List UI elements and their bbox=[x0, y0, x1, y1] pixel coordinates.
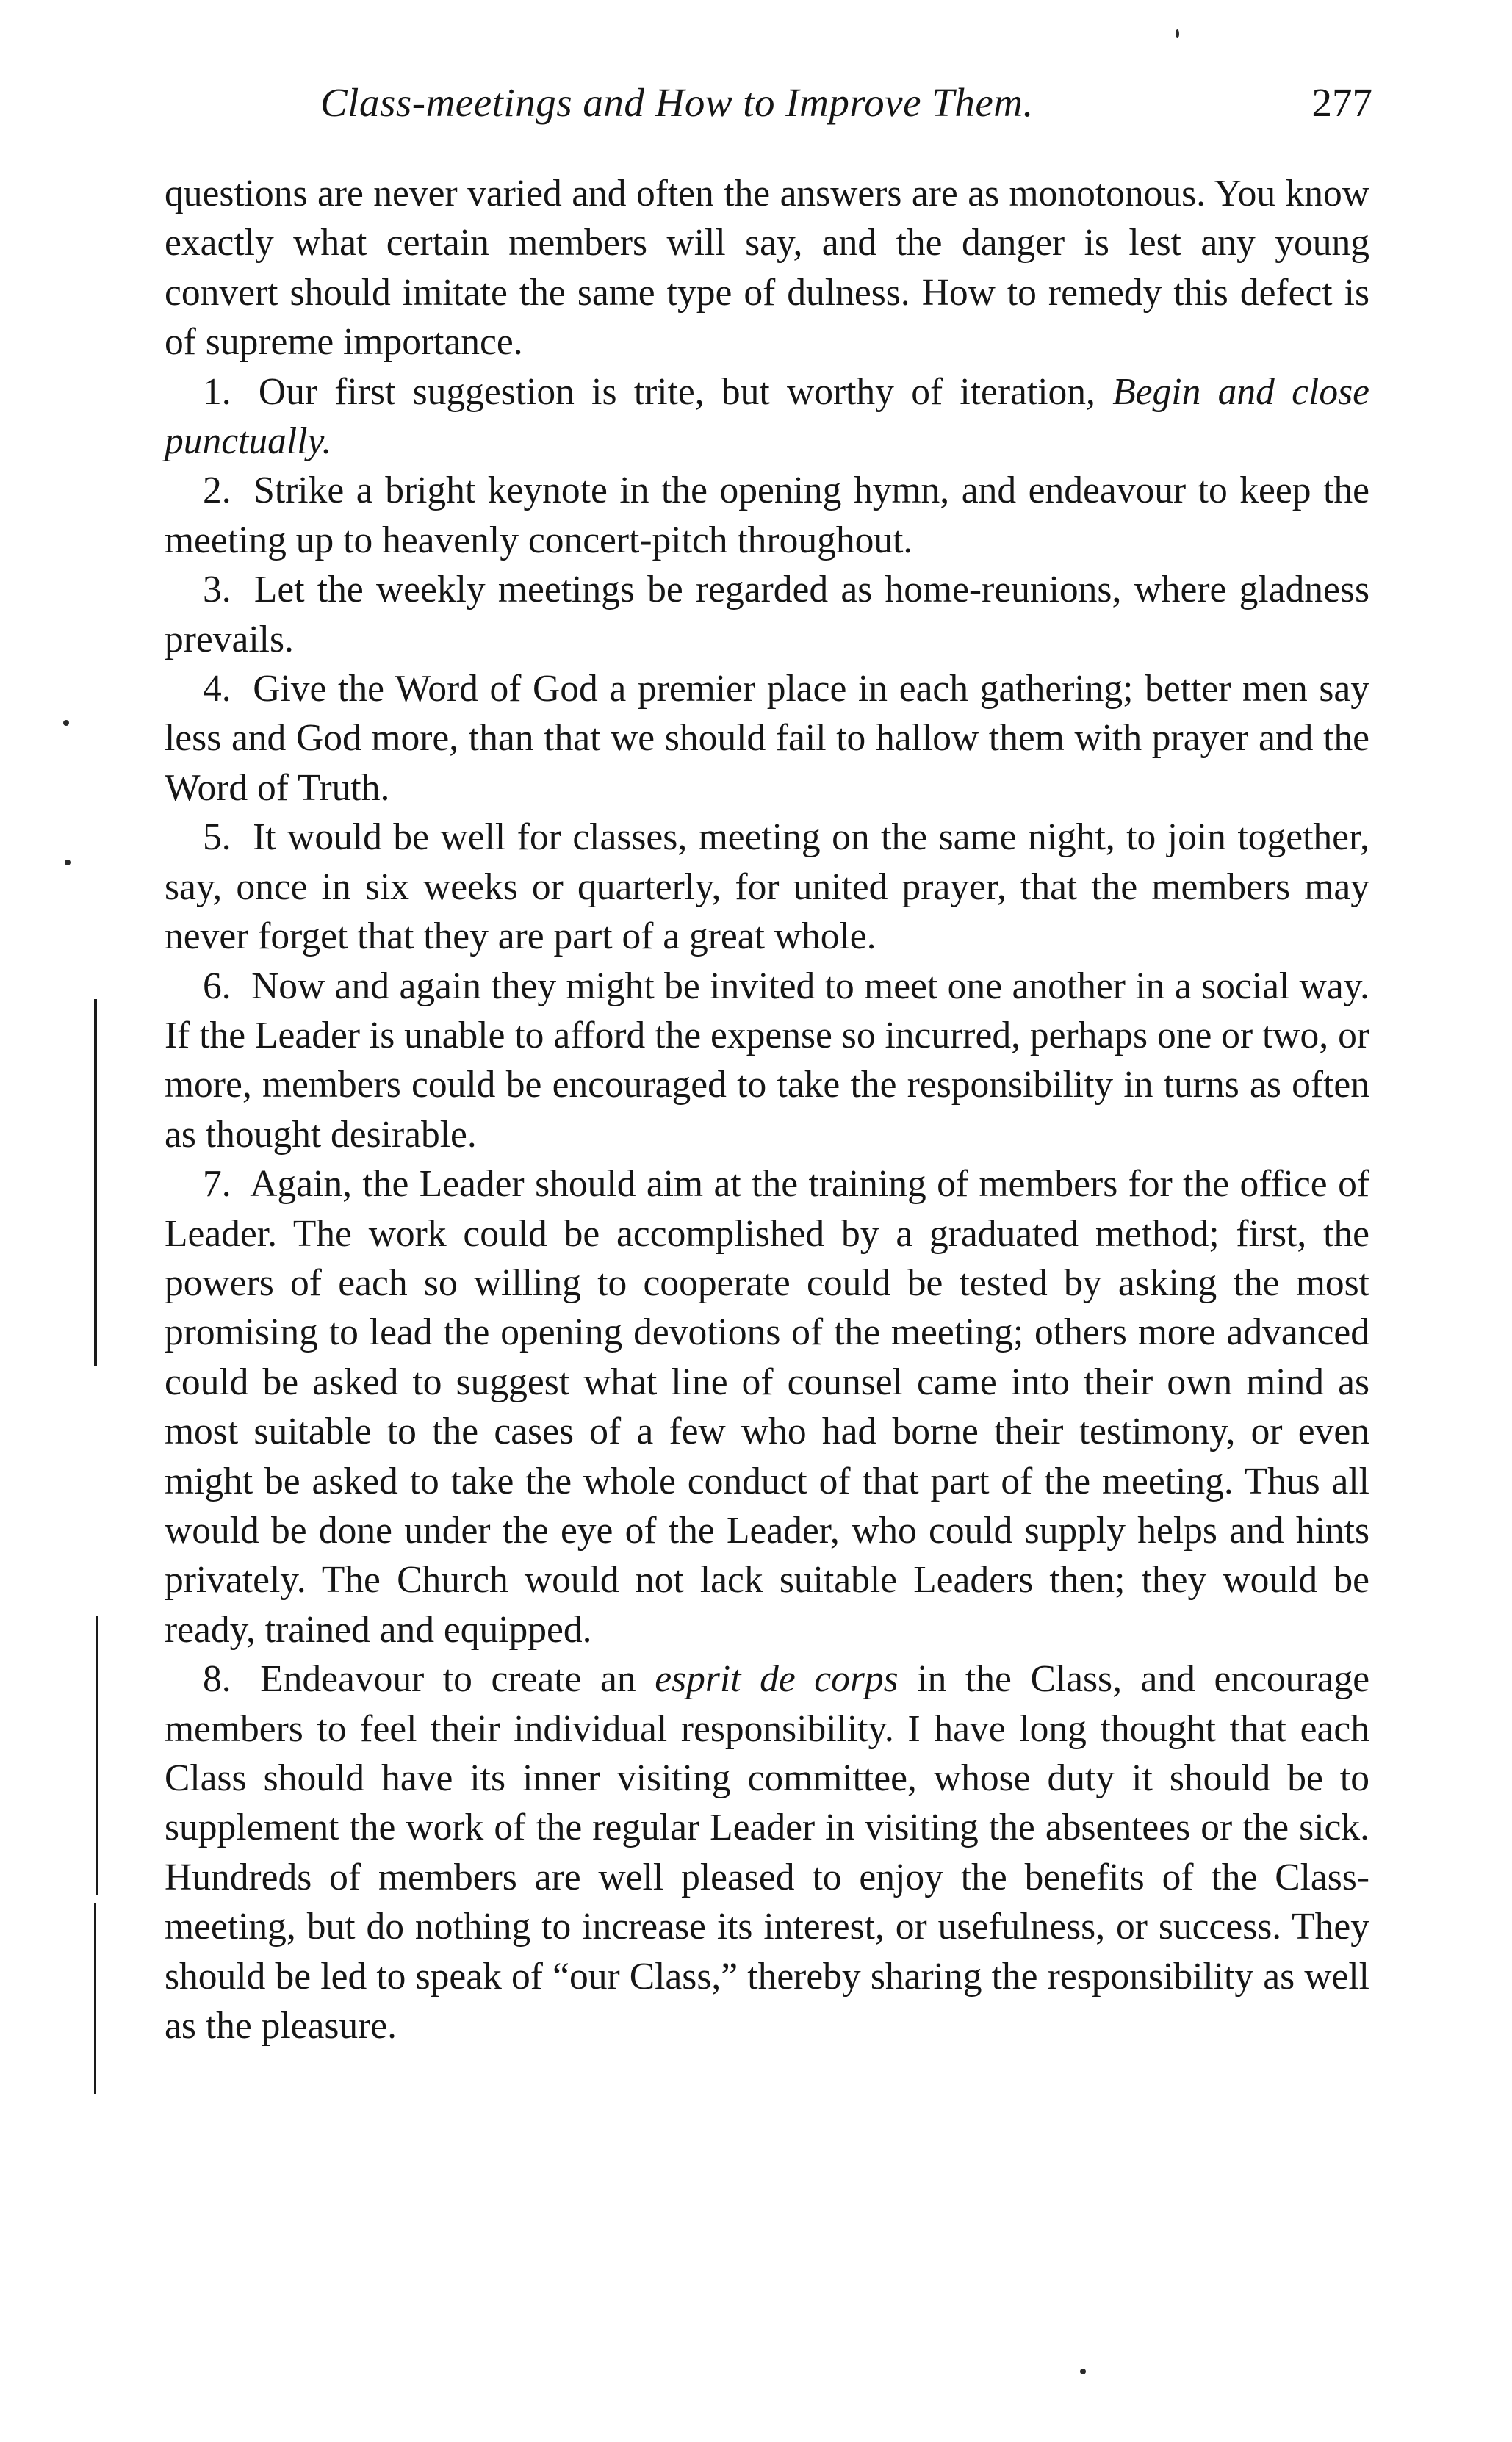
item-number: 7. bbox=[203, 1163, 231, 1206]
body-text bbox=[165, 169, 1369, 2050]
item-number: 6. bbox=[203, 965, 231, 1007]
item-number: 5. bbox=[203, 816, 231, 859]
margin-speck bbox=[63, 720, 69, 726]
page-number: 277 bbox=[1311, 80, 1372, 125]
margin-speck bbox=[1080, 2369, 1086, 2374]
list-item-8 bbox=[165, 1654, 1369, 2050]
list-item-2 bbox=[165, 466, 1369, 565]
item-text: Again, the Leader should aim at the training of members for the office of Leader. The work could be accomplished by a graduated method; first, the powers of each so willing to cooperate could be tested by asking the most promising to lead the opening devotions of the meeting; others more advanced could be asked to suggest what line of counsel came into their own mind as most suitable to the cases of a few who had borne their testimony, or even might be asked to take the whole conduct of that part of the meeting. Thus all would be done under the eye of the Leader, who could supply helps and hints privately. The Church would not lack suitable Leaders then; they would be ready, trained and equipped. bbox=[165, 1163, 1369, 1651]
list-item-7 bbox=[165, 1159, 1369, 1654]
list-item-6 bbox=[165, 962, 1369, 1160]
margin-speck bbox=[65, 860, 71, 865]
item-text: Let the weekly meetings be regarded as home-reunions, where gladness prevails. bbox=[165, 569, 1369, 660]
item-text: Strike a bright keynote in the opening hymn, and endeavour to keep the meeting up to heavenly concert-pitch throughout. bbox=[165, 469, 1370, 561]
item-emphasis: esprit de corps bbox=[655, 1658, 899, 1701]
item-text-lead: Endeavour to create an bbox=[260, 1658, 636, 1701]
paragraph-intro bbox=[165, 169, 1369, 367]
margin-pencil-mark bbox=[96, 1616, 98, 1895]
item-number: 4. bbox=[203, 668, 231, 710]
running-title: Class-meetings and How to Improve Them. bbox=[320, 80, 1034, 125]
item-text: Our first suggestion is trite, but worthy of iteration, bbox=[258, 370, 1095, 413]
item-text: Now and again they might be invited to meet one another in a social way. If the Leader is unable to afford the expense so incurred, perhaps one or two, or more, members could be encouraged to take the responsibility in turns as often as thought desirable. bbox=[165, 965, 1370, 1156]
list-item-3 bbox=[165, 565, 1369, 664]
item-number: 3. bbox=[203, 569, 231, 611]
item-number: 2. bbox=[203, 469, 231, 512]
margin-pencil-mark bbox=[94, 999, 97, 1366]
item-text: in the Class, and encourage members to feel their individual responsibility. I have long thought that each Class should have its inner visiting committee, whose duty it should be to supplement the work of the regular Leader in visiting the absentees or the sick. Hundreds of members are well pleased to enjoy the benefits of the Class-meeting, but do nothing to increase its interest, or usefulness, or success. They should be led to speak of “our Class,” thereby sharing the responsibility as well as the pleasure. bbox=[165, 1658, 1370, 2047]
item-number: 1. bbox=[203, 370, 231, 413]
page-header bbox=[166, 73, 1372, 132]
list-item-1 bbox=[165, 367, 1369, 467]
item-text: It would be well for classes, meeting on the same night, to join together, say, once in six weeks or quarterly, for united prayer, that the members may never forget that they are part of a great whole. bbox=[165, 816, 1369, 958]
margin-pencil-mark bbox=[94, 1903, 96, 2094]
item-emphasis: Begin and close punctually. bbox=[165, 370, 1369, 463]
margin-speck bbox=[1176, 29, 1179, 38]
paragraph-text: questions are never varied and often the answers are as monotonous. You know exactly what certain members will say, and the danger is lest any young convert should imitate the same type of dulness. How to remedy this defect is of supreme importance. bbox=[165, 173, 1369, 364]
list-item-5 bbox=[165, 813, 1369, 961]
item-text: Give the Word of God a premier place in each gathering; better men say less and God more, than that we should fail to hallow them with prayer and the Word of Truth. bbox=[165, 668, 1370, 809]
item-number: 8. bbox=[203, 1658, 231, 1701]
list-item-4 bbox=[165, 664, 1369, 813]
